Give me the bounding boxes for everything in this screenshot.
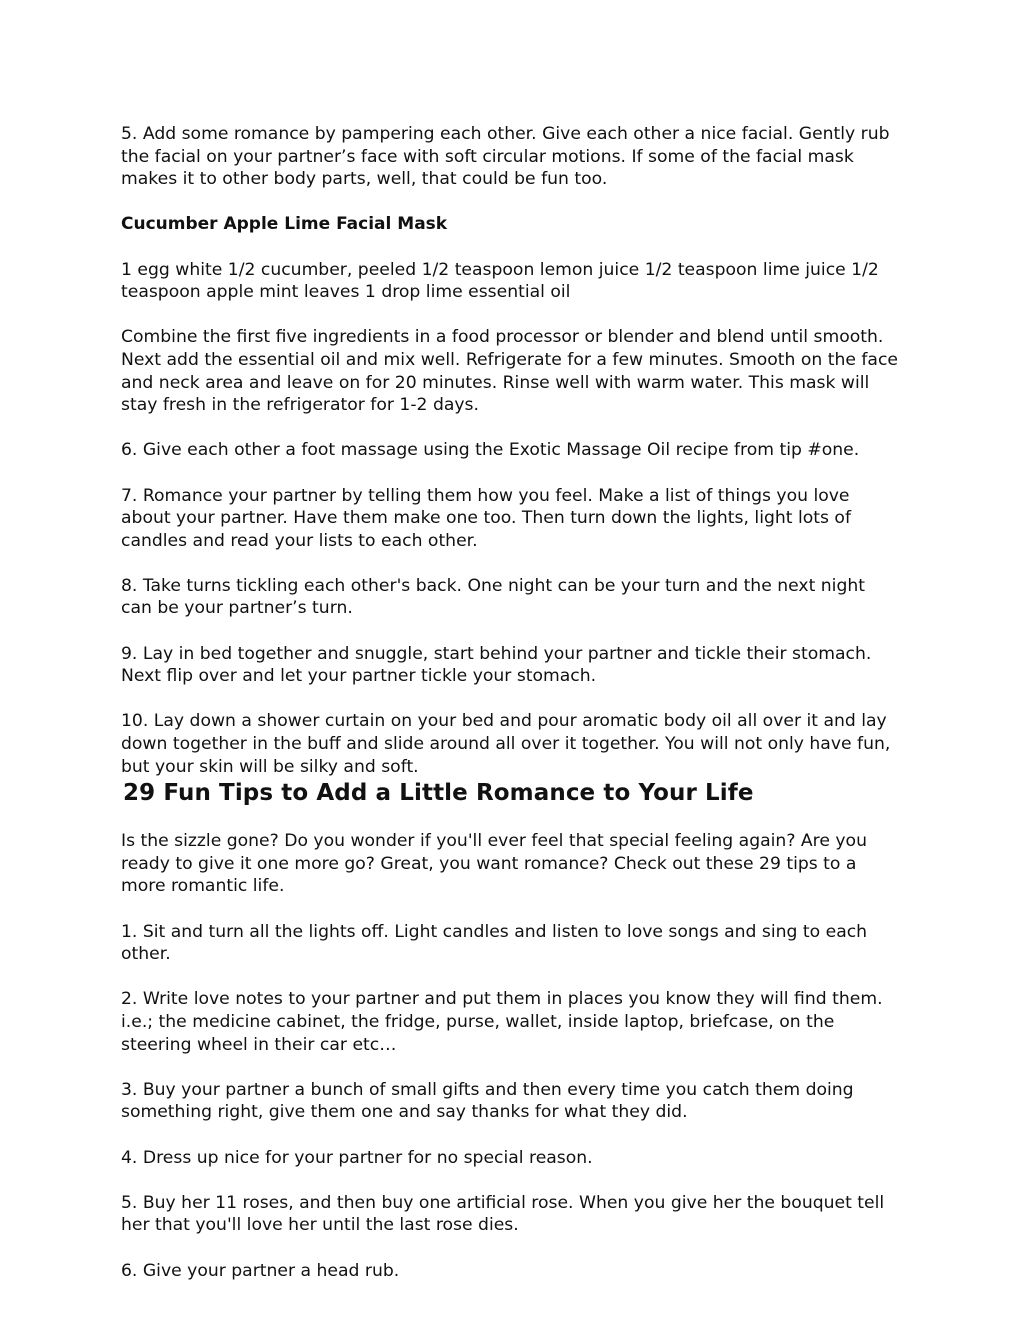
tip-paragraph: 10. Lay down a shower curtain on your bed and pour aromatic body oil all over it and lay down together in the buff and slide around all over it together. You will not only have fun, but your skin will be silky and soft. [121, 711, 891, 777]
tip-paragraph: 1. Sit and turn all the lights off. Light candles and listen to love songs and sing to each other. [121, 921, 868, 965]
recipe-title: Cucumber Apple Lime Facial Mask [121, 214, 448, 235]
tip-paragraph: 6. Give each other a foot massage using the Exotic Massage Oil recipe from tip #one. [121, 440, 860, 461]
section-title: 29 Fun Tips to Add a Little Romance to Your Life [123, 780, 754, 807]
tip-paragraph: 8. Take turns tickling each other's back. One night can be your turn and the next night can be your partner’s turn. [121, 575, 865, 619]
tip-paragraph: 6. Give your partner a head rub. [121, 1260, 400, 1281]
recipe-directions: Combine the first five ingredients in a food processor or blender and blend until smooth. Next add the essential oil and mix well. Refrigerate for a few minutes. Smooth on the face and neck area and leave on for 20 minutes. Rinse well with warm water. This mask will stay fresh in the refrigerator for 1-2 days. [121, 327, 898, 416]
tip-paragraph: 5. Add some romance by pampering each other. Give each other a nice facial. Gently rub the facial on your partner’s face with soft circular motions. If some of the facial mask makes it to other body parts, well, that could be fun too. [121, 124, 890, 190]
tip-paragraph: 2. Write love notes to your partner and put them in places you know they will find them. i.e.; the medicine cabinet, the fridge, purse, wallet, inside laptop, briefcase, on the steering wheel in their car etc… [121, 989, 883, 1055]
tip-paragraph: 9. Lay in bed together and snuggle, start behind your partner and tickle their stomach. Next flip over and let your partner tickle your stomach. [121, 643, 872, 687]
tip-paragraph: 4. Dress up nice for your partner for no special reason. [121, 1147, 593, 1168]
recipe-ingredients: 1 egg white 1/2 cucumber, peeled 1/2 teaspoon lemon juice 1/2 teaspoon lime juice 1/2 teaspoon apple mint leaves 1 drop lime essential oil [121, 259, 879, 303]
intro-paragraph: Is the sizzle gone? Do you wonder if you'll ever feel that special feeling again? Are you ready to give it one more go? Great, you want romance? Check out these 29 tips to a more romantic life. [121, 831, 867, 897]
tip-paragraph: 3. Buy your partner a bunch of small gifts and then every time you catch them doing something right, give them one and say thanks for what they did. [121, 1079, 854, 1123]
tip-paragraph: 7. Romance your partner by telling them how you feel. Make a list of things you love about your partner. Have them make one too. Then turn down the lights, light lots of candles and read your lists to each other. [121, 485, 851, 551]
document-page [121, 123, 899, 1282]
tip-paragraph: 5. Buy her 11 roses, and then buy one artificial rose. When you give her the bouquet tell her that you'll love her until the last rose dies. [121, 1192, 885, 1236]
